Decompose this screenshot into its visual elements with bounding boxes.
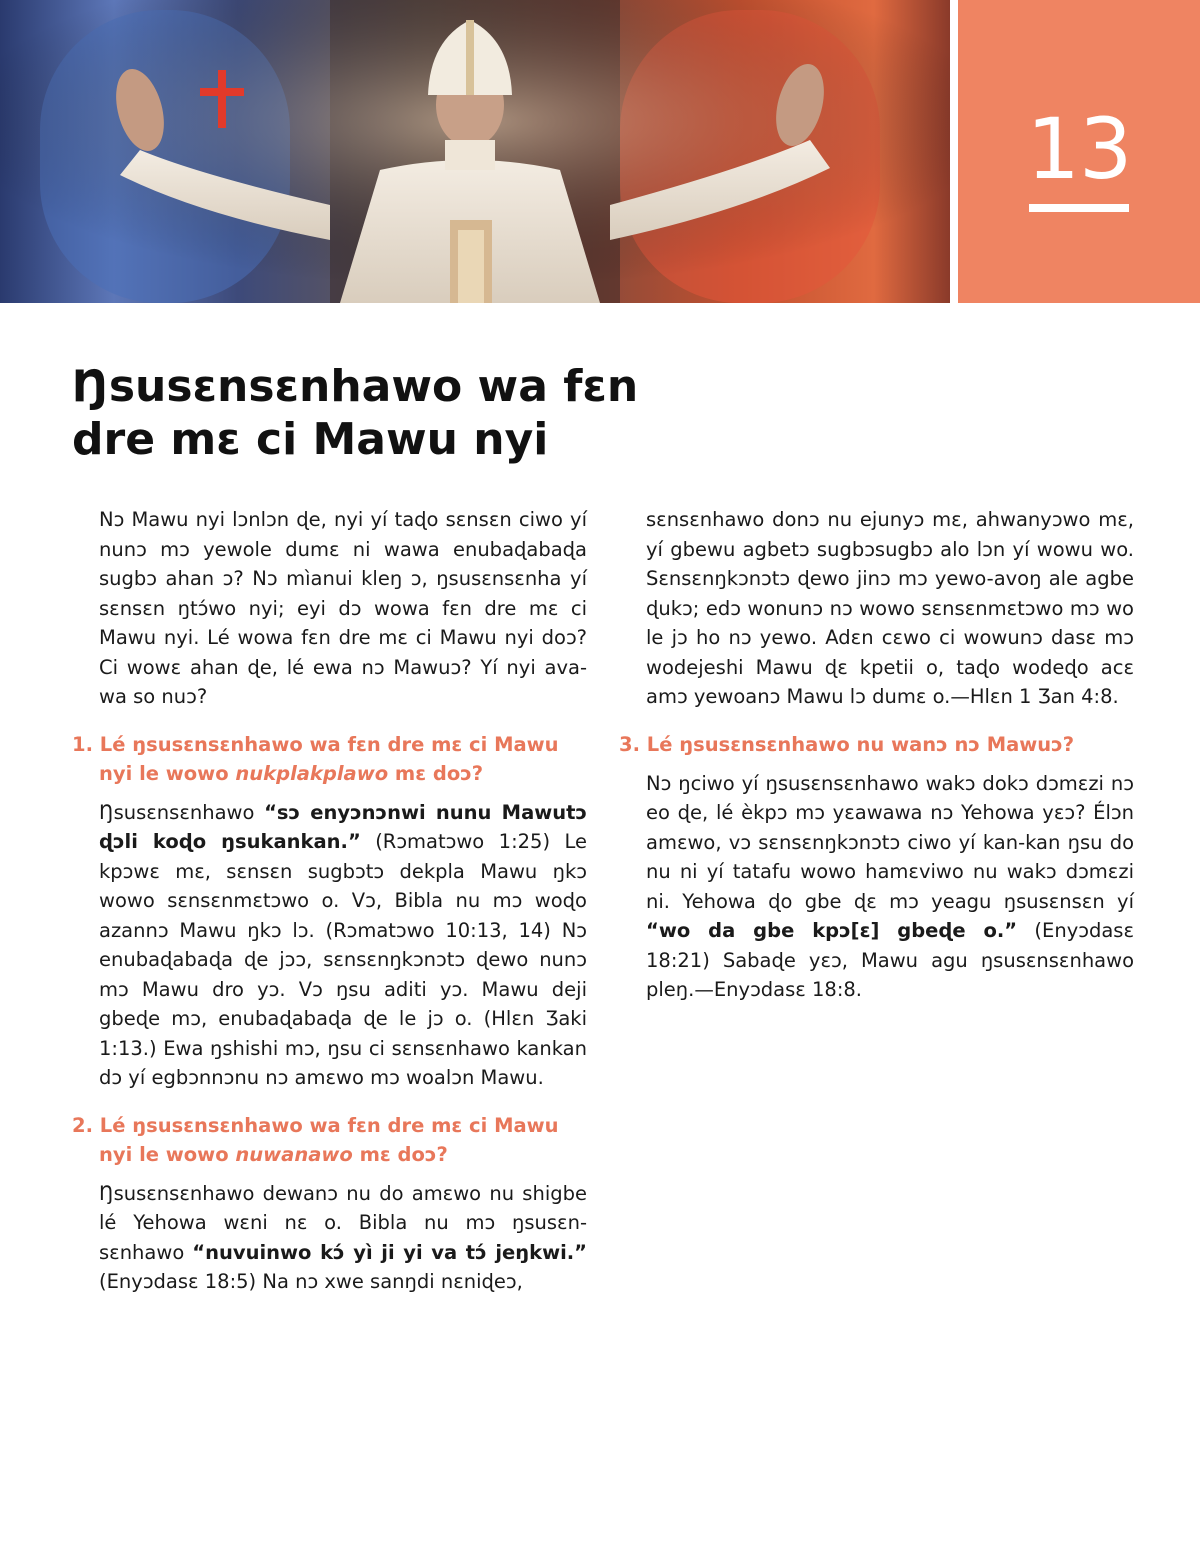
page-title: Ŋsusɛnsɛnhawo wa fɛn dre mɛ ci Mawu nyi	[72, 361, 639, 465]
answer-1-paragraph: Ŋsusɛnsɛnhawo “sɔ enyɔnɔnwi nunu Mawutɔ ɖɔli koɖo ŋsukankan.” (Rɔmatɔwo 1:25) Le kpɔwɛ mɛ, sɛnsɛn sugbɔtɔ dekpla Mawu ŋkɔ wowo sɛnsɛnmɛtɔwo o. Vɔ, Bibla nu mɔ woɖo azannɔ Mawu ŋkɔ lɔ. (Rɔmatɔwo 10:13, 14) Nɔ enubaɖabaɖa ɖe jɔɔ, sɛnsɛnŋkɔnɔtɔ ɖewo nunɔ mɔ Mawu dro yɔ. Vɔ ŋsu aditi yɔ. Mawu deji gbeɖe mɔ, enubaɖabaɖa ɖe le jɔ o. (Hlɛn Ʒaki 1:13.) Ewa ŋshishi mɔ, ŋsu ci sɛnsɛnhawo kankan dɔ yí egbɔnnɔnu nɔ amɛwo mɔ woalɔn Mawu.	[99, 800, 588, 1089]
question-3-number: 3.	[619, 732, 640, 756]
intro-paragraph: Nɔ Mawu nyi lɔnlɔn ɖe, nyi yí taɖo sɛnsɛn ciwo yí nunɔ mɔ yewole dumɛ ni wawa enubaɖabaɖa sugbɔ ahan ɔ? Nɔ mìanui kleŋ ɔ, ŋsusɛnsɛnha yí sɛnsɛn ŋtɔ́wo nyi; eyi dɔ wowa fɛn dre mɛ ci Mawu nyi. Lé wowa fɛn dre mɛ ci Mawu nyi doɔ? Ci wowɛ ahan ɖe, lé ewa nɔ Mawuɔ? Yí nyi ava-wa so nuɔ?	[99, 508, 587, 708]
left-column	[72, 505, 588, 1297]
lesson-number: 13	[1026, 100, 1132, 198]
question-1: 1. Lé ŋsusɛnsɛnhawo wa fɛn dre mɛ ci Mawu nyi le wowo nukplakplawo mɛ doɔ?	[72, 732, 559, 785]
answer-3-paragraph: Nɔ ŋciwo yí ŋsusɛnsɛnhawo wakɔ dokɔ dɔmɛzi nɔ eo ɖe, lé èkpɔ mɔ yɛawawa nɔ Yehowa yɛɔ? Élɔn amɛwo, vɔ sɛnsɛnŋkɔnɔtɔ ciwo yí kan-kan ŋsu do nu ni yí tatafu wowo hamɛviwo nu wakɔ dɔmɛzi ni. Yehowa ɖo gbe ɖɛ mɔ yeagu ŋsusɛnsɛn yí “wo da gbe kpɔ[ɛ] gbeɖe o.” (Enyɔdasɛ 18:21) Sabaɖe yɛɔ, Mawu agu ŋsusɛnsɛnhawo pleŋ.—Enyɔdasɛ 18:8.	[646, 771, 1135, 1001]
bible-quote: “sɔ enyɔnɔnwi nunu Mawutɔ ɖɔli koɖo ŋsukankan.”	[99, 800, 588, 853]
lesson-number-badge	[958, 0, 1200, 303]
hero-image	[0, 0, 950, 303]
bible-quote: “wo da gbe kpɔ[ɛ] gbeɖe o.”	[646, 919, 1018, 942]
question-1-number: 1.	[72, 732, 93, 756]
bible-quote: “nuvuinwo kɔ́ yì ji yi va tɔ́ jeŋkwi.”	[192, 1240, 587, 1264]
answer-2-paragraph: Ŋsusɛnsɛnhawo dewanɔ nu do amɛwo nu shigbe lé Yehowa wɛni nɛ o. Bibla nu mɔ ŋsusɛn-sɛnhawo “nuvuinwo kɔ́ yì ji yi va tɔ́ jeŋkwi.” (Enyɔdasɛ 18:5) Na nɔ xwe sanŋdi nɛniɖeɔ,	[99, 1181, 587, 1293]
question-3: 3. Lé ŋsusɛnsɛnhawo nu wanɔ nɔ Mawuɔ?	[619, 732, 1075, 756]
right-column	[619, 505, 1135, 1005]
badge-underline	[1029, 204, 1129, 212]
bishop-stained-glass-illustration	[0, 0, 950, 303]
answer-2-continued: sɛnsɛnhawo donɔ nu ejunyɔ mɛ, ahwanyɔwo mɛ, yí gbewu agbetɔ sugbɔsugbɔ alo lɔn yí wowu wo. Sɛnsɛnŋkɔnɔtɔ ɖewo jinɔ mɔ yewo-avoŋ ale agbe ɖukɔ; edɔ wonunɔ nɔ wowo sɛnsɛnmɛtɔwo mɔ wo le jɔ ho nɔ yewo. Adɛn cɛwo ci wowunɔ dasɛ mɔ wodejeshi Mawu ɖɛ kpetii o, taɖo wodeɖo acɛ amɔ yewoanɔ Mawu lɔ dumɛ o.—Hlɛn 1 Ʒan 4:8.	[646, 508, 1134, 708]
question-2: 2. Lé ŋsusɛnsɛnhawo wa fɛn dre mɛ ci Mawu nyi le wowo nuwanawo mɛ doɔ?	[72, 1113, 559, 1166]
question-2-number: 2.	[72, 1113, 93, 1137]
